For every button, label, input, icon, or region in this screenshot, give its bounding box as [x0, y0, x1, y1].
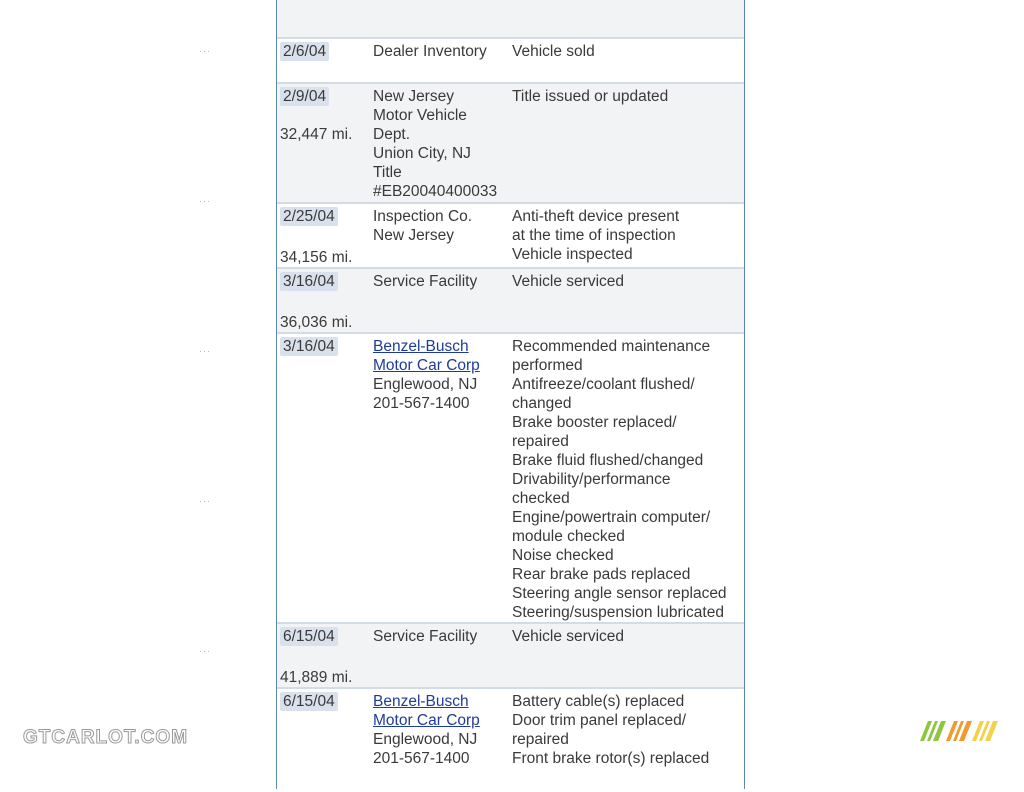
- record-mileage: 41,889 mi.: [280, 669, 353, 686]
- record-comment: Steering angle sensor replaced: [512, 585, 727, 602]
- record-comment: module checked: [512, 528, 625, 545]
- record-comment: Vehicle serviced: [512, 628, 625, 645]
- record-comment: Brake booster replaced/: [512, 414, 677, 431]
- margin-dots: ···: [199, 346, 211, 356]
- table-row: [277, 0, 744, 39]
- table-row: [277, 84, 744, 204]
- record-date: 2/6/04: [280, 42, 329, 61]
- record-comment: Battery cable(s) replaced: [512, 693, 685, 710]
- table-row: [277, 334, 744, 624]
- record-source: Englewood, NJ: [373, 376, 478, 393]
- record-date: 3/16/04: [280, 272, 338, 291]
- record-source: Motor Vehicle: [373, 107, 467, 124]
- record-comment: Steering/suspension lubricated: [512, 604, 724, 621]
- record-comment: checked: [512, 490, 570, 507]
- vehicle-history-table: [276, 0, 745, 789]
- record-source: New Jersey: [373, 227, 454, 244]
- margin-dots: ···: [199, 646, 211, 656]
- table-row: [277, 269, 744, 334]
- table-row: [277, 624, 744, 689]
- dealer-link[interactable]: Motor Car Corp: [373, 357, 480, 374]
- record-source: Service Facility: [373, 273, 478, 290]
- record-source: 201-567-1400: [373, 750, 470, 767]
- margin-dots: ···: [199, 46, 211, 56]
- record-comment: Engine/powertrain computer/: [512, 509, 711, 526]
- record-date: 2/9/04: [280, 87, 329, 106]
- record-source: Englewood, NJ: [373, 731, 478, 748]
- record-date: 6/15/04: [280, 692, 338, 711]
- record-comment: Door trim panel replaced/: [512, 712, 687, 729]
- record-comment: Vehicle inspected: [512, 246, 633, 263]
- site-watermark: GTCARLOT.COM: [23, 727, 189, 748]
- record-source: 201-567-1400: [373, 395, 470, 412]
- record-source: Union City, NJ: [373, 145, 471, 162]
- record-comment: repaired: [512, 731, 569, 748]
- record-source: Inspection Co.: [373, 208, 473, 225]
- table-row: [277, 39, 744, 84]
- record-date: 6/15/04: [280, 627, 338, 646]
- table-row: [277, 204, 744, 269]
- record-comment: Drivability/performance: [512, 471, 671, 488]
- record-comment: at the time of inspection: [512, 227, 676, 244]
- dealer-link[interactable]: Motor Car Corp: [373, 712, 480, 729]
- record-source: Service Facility: [373, 628, 478, 645]
- record-comment: Vehicle serviced: [512, 273, 625, 290]
- record-comment: Rear brake pads replaced: [512, 566, 691, 583]
- record-source: #EB20040400033: [373, 183, 498, 200]
- record-date: 3/16/04: [280, 337, 338, 356]
- record-comment: Anti-theft device present: [512, 208, 680, 225]
- record-mileage: 32,447 mi.: [280, 126, 353, 143]
- record-comment: changed: [512, 395, 572, 412]
- record-source: Title: [373, 164, 402, 181]
- margin-dots: ···: [199, 496, 211, 506]
- record-comment: Antifreeze/coolant flushed/: [512, 376, 695, 393]
- record-date: 2/25/04: [280, 207, 338, 226]
- brand-stripes-logo: [920, 721, 998, 741]
- record-comment: repaired: [512, 433, 569, 450]
- margin-dots: ···: [199, 196, 211, 206]
- record-mileage: 34,156 mi.: [280, 249, 353, 266]
- record-comment: Noise checked: [512, 547, 614, 564]
- record-comment: Title issued or updated: [512, 88, 669, 105]
- table-row: [277, 689, 744, 789]
- record-comment: Front brake rotor(s) replaced: [512, 750, 710, 767]
- record-source: Dept.: [373, 126, 411, 143]
- dealer-link[interactable]: Benzel-Busch: [373, 338, 469, 355]
- record-comment: Recommended maintenance: [512, 338, 711, 355]
- record-comment: Vehicle sold: [512, 43, 595, 60]
- record-comment: performed: [512, 357, 583, 374]
- record-source: Dealer Inventory: [373, 43, 487, 60]
- record-source: New Jersey: [373, 88, 454, 105]
- dealer-link[interactable]: Benzel-Busch: [373, 693, 469, 710]
- record-comment: Brake fluid flushed/changed: [512, 452, 704, 469]
- record-mileage: 36,036 mi.: [280, 314, 353, 331]
